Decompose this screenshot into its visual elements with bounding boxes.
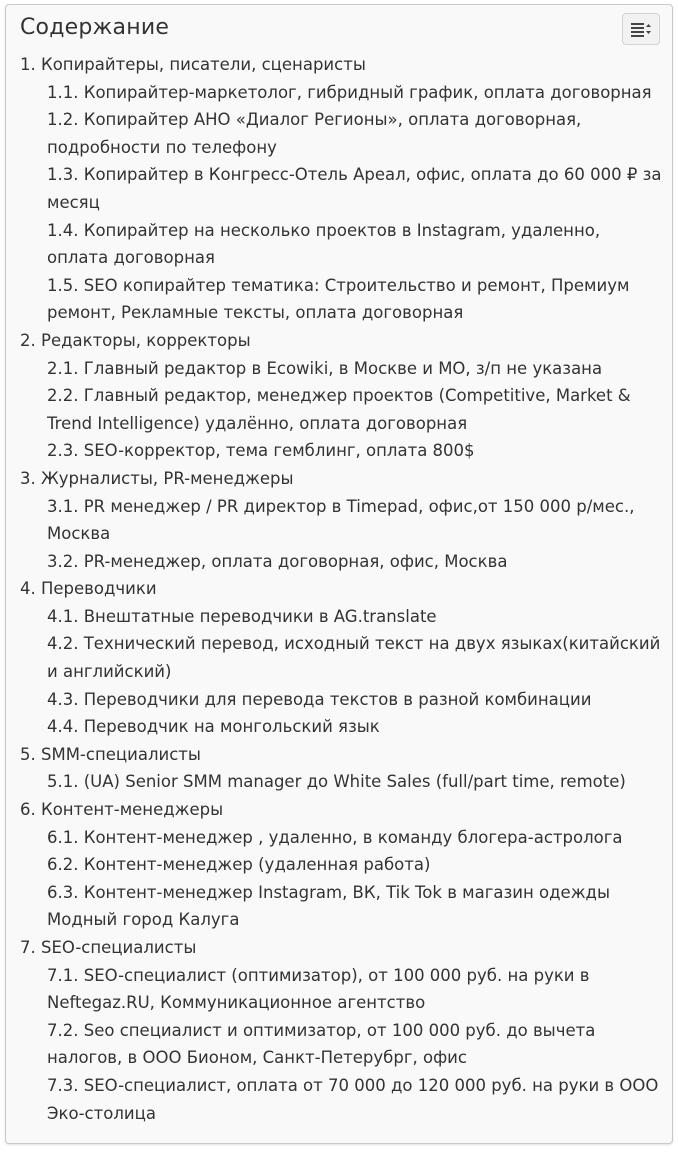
toc-section-link[interactable]: 5. SMM-специалисты bbox=[20, 744, 201, 764]
toc-subsection-link[interactable]: 3.2. PR-менеджер, оплата договорная, офис, Москва bbox=[47, 551, 508, 571]
toc-title: Содержание bbox=[20, 15, 170, 40]
toc-subsection-link[interactable]: 7.3. SEO-специалист, оплата от 70 000 до 120 000 руб. на руки в ООО Эко-столица bbox=[47, 1075, 659, 1123]
toc-subsection-link[interactable]: 1.1. Копирайтер-маркетолог, гибридный график, оплата договорная bbox=[47, 82, 652, 102]
toc-subsection-link[interactable]: 6.1. Контент-менеджер , удаленно, в команду блогера-астролога bbox=[47, 827, 623, 847]
toc-section-link[interactable]: 4. Переводчики bbox=[20, 579, 157, 599]
toc-subsection-link[interactable]: 2.3. SEO-корректор, тема гемблинг, оплата 800$ bbox=[47, 441, 475, 461]
toc-subsection-link[interactable]: 4.2. Технический перевод, исходный текст на двух языках(китайский и английский) bbox=[47, 634, 661, 682]
toc-subsection-link[interactable]: 7.2. Seo специалист и оптимизатор, от 100 000 руб. до вычета налогов, в ООО Бионом, Санкт-Петерубрг, офис bbox=[47, 1020, 596, 1068]
toc-section-link[interactable]: 2. Редакторы, корректоры bbox=[20, 330, 251, 350]
toc-subsection-link[interactable]: 5.1. (UA) Senior SMM manager до White Sales (full/part time, remote) bbox=[47, 772, 626, 792]
list-toggle-icon bbox=[630, 21, 652, 37]
toc-toggle-button[interactable] bbox=[622, 13, 660, 45]
toc-subsection-link[interactable]: 1.5. SEO копирайтер тематика: Строительство и ремонт, Премиум ремонт, Рекламные тексты, оплата договорная bbox=[47, 275, 630, 323]
toc-subsection-link[interactable]: 1.4. Копирайтер на несколько проектов в Instagram, удаленно, оплата договорная bbox=[47, 220, 601, 268]
toc-subsection-link[interactable]: 1.3. Копирайтер в Конгресс-Отель Ареал, офис, оплата до 60 000 ₽ за месяц bbox=[47, 165, 662, 212]
toc-subsection-link[interactable]: 1.2. Копирайтер АНО «Диалог Регионы», оплата договорная, подробности по телефону bbox=[47, 110, 582, 157]
toc-subsection-link[interactable]: 7.1. SEO-специалист (оптимизатор), от 100 000 руб. на руки в Neftegaz.RU, Коммуникационное агентство bbox=[47, 965, 590, 1013]
toc-subsection-link[interactable]: 3.1. PR менеджер / PR директор в Timepad, офис,от 150 000 р/мес., Москва bbox=[47, 496, 635, 544]
toc-section-link[interactable]: 6. Контент-менеджеры bbox=[20, 800, 224, 820]
toc-subsection-link[interactable]: 4.4. Переводчик на монгольский язык bbox=[47, 717, 380, 737]
toc-subsection-link[interactable]: 4.1. Внештатные переводчики в AG.translate bbox=[47, 606, 437, 626]
toc-subsection-link[interactable]: 6.2. Контент-менеджер (удаленная работа) bbox=[47, 855, 431, 875]
toc-subsection-link[interactable]: 2.2. Главный редактор, менеджер проектов (Competitive, Market & Trend Intelligence) удалённо, оплата договорная bbox=[47, 386, 631, 433]
toc-list bbox=[20, 51, 662, 1127]
toc-subsection-link[interactable]: 2.1. Главный редактор в Ecowiki, в Москве и МО, з/п не указана bbox=[47, 358, 603, 378]
toc-subsection-link[interactable]: 4.3. Переводчики для перевода текстов в разной комбинации bbox=[47, 689, 592, 709]
table-of-contents bbox=[5, 4, 673, 1144]
toc-subsection-link[interactable]: 6.3. Контент-менеджер Instagram, ВК, Tik Tok в магазин одежды Модный город Калуга bbox=[47, 882, 610, 930]
toc-section-link[interactable]: 7. SEO-специалисты bbox=[20, 938, 197, 957]
toc-section-link[interactable]: 1. Копирайтеры, писатели, сценаристы bbox=[20, 55, 366, 74]
toc-section-link[interactable]: 3. Журналисты, PR-менеджеры bbox=[20, 468, 294, 488]
